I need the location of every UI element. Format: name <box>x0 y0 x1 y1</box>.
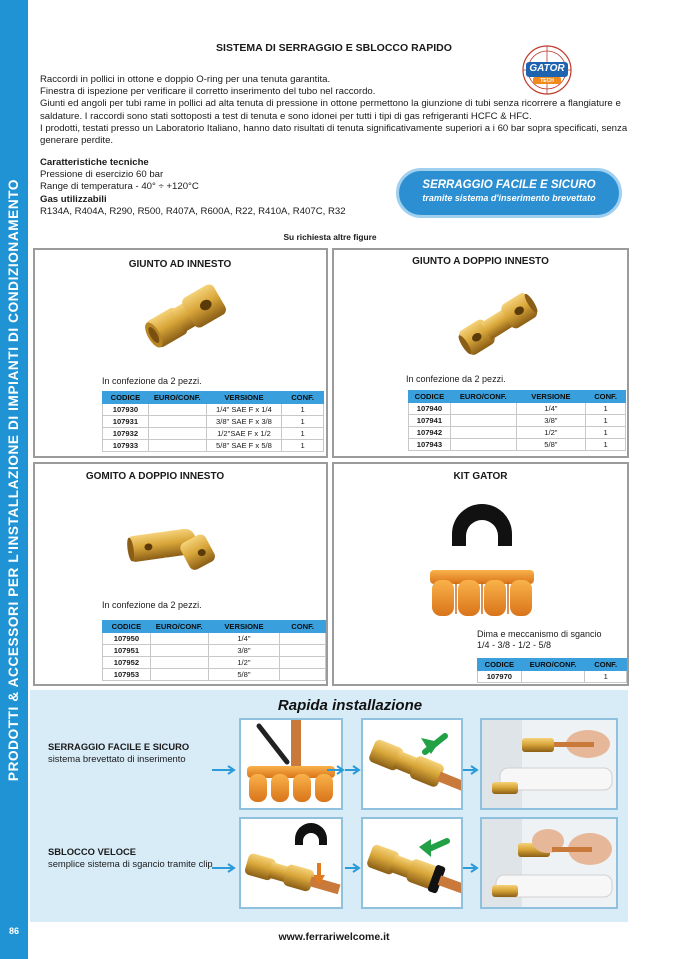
col-header: CODICE <box>103 621 151 633</box>
feature1-subtitle: sistema brevettato di inserimento <box>48 753 186 764</box>
pack-note: In confezione da 2 pezzi. <box>406 374 506 384</box>
cell-code: 107950 <box>103 633 151 645</box>
cell-conf: 1 <box>586 415 626 427</box>
col-header: VERSIONE <box>208 621 280 633</box>
cell-euro <box>450 403 516 415</box>
giunto-innesto-image <box>139 284 231 350</box>
table-row <box>409 439 626 451</box>
cell-version: 1/2"SAE F x 1/2 <box>206 428 282 440</box>
cell-version: 1/4" <box>208 633 280 645</box>
cell-euro <box>150 633 208 645</box>
cell-code: 107930 <box>103 404 149 416</box>
table-row <box>103 416 324 428</box>
table-row <box>103 440 324 452</box>
feature-badge <box>396 168 622 218</box>
intro-line: I prodotti, testati presso un Laboratorio Italiano, hanno dato risultati di tenuta significativamente superiori a i 60 bar sopra specificati, senza generare perdite. <box>40 122 628 147</box>
cell-code: 107941 <box>409 415 451 427</box>
product-table <box>477 658 627 683</box>
product-box-giunto-doppio <box>332 248 629 458</box>
cell-version: 1/2" <box>208 657 280 669</box>
intro-line: Finestra di ispezione per verificare il corretto inserimento del tubo nel raccordo. <box>40 86 376 98</box>
cell-conf: 1 <box>586 439 626 451</box>
col-header: EURO/CONF. <box>521 659 585 671</box>
cell-conf: 1 <box>282 428 324 440</box>
arrow-right-icon <box>463 765 481 775</box>
badge-line2: tramite sistema d'inserimento brevettato <box>422 193 596 203</box>
cell-code: 107940 <box>409 403 451 415</box>
table-row <box>103 669 326 681</box>
cell-version: 3/8" SAE F x 3/8 <box>206 416 282 428</box>
arrow-right-icon <box>345 863 363 873</box>
intro-line: Raccordi in pollici in ottone e doppio O-ring per una tenuta garantita. <box>40 74 331 85</box>
feature2-title: SBLOCCO VELOCE <box>48 846 137 857</box>
page-number: 86 <box>8 926 19 936</box>
product-title: GIUNTO A DOPPIO INNESTO <box>412 256 549 267</box>
cell-code: 107933 <box>103 440 149 452</box>
release-clip-image <box>446 500 518 556</box>
col-header: CONF. <box>586 391 626 403</box>
cell-code: 107953 <box>103 669 151 681</box>
feature2-subtitle: semplice sistema di sgancio tramite clip <box>48 858 213 869</box>
cell-conf <box>280 633 326 645</box>
col-header: EURO/CONF. <box>148 392 206 404</box>
step-photo-release <box>361 817 463 909</box>
cell-version: 3/8" <box>208 645 280 657</box>
cell-code: 107951 <box>103 645 151 657</box>
cell-conf <box>280 657 326 669</box>
cell-version: 1/4" SAE F x 1/4 <box>206 404 282 416</box>
cell-euro <box>450 427 516 439</box>
cell-version: 3/8" <box>516 415 586 427</box>
logo-sub: TECH <box>540 77 554 84</box>
cell-code: 107932 <box>103 428 149 440</box>
table-row <box>409 427 626 439</box>
cell-code: 107943 <box>409 439 451 451</box>
product-title: KIT GATOR <box>453 471 508 482</box>
cell-conf <box>280 669 326 681</box>
specs-gas-list: R134A, R404A, R290, R500, R407A, R600A, R22, R410A, R407C, R32 <box>40 205 346 217</box>
cell-code: 107942 <box>409 427 451 439</box>
table-row <box>478 671 627 683</box>
col-header: VERSIONE <box>206 392 282 404</box>
cell-conf: 1 <box>586 427 626 439</box>
cell-code: 107931 <box>103 416 149 428</box>
step-photo-unit <box>480 718 618 810</box>
kit-description-line: Dima e meccanismo di sgancio <box>477 629 602 639</box>
pack-note: In confezione da 2 pezzi. <box>102 376 202 386</box>
cell-code: 107970 <box>478 671 522 683</box>
arrow-right-icon <box>212 863 238 873</box>
product-box-gomito <box>33 462 328 686</box>
badge-line1: SERRAGGIO FACILE E SICURO <box>422 179 596 191</box>
col-header: EURO/CONF. <box>150 621 208 633</box>
table-row <box>409 415 626 427</box>
table-row <box>103 657 326 669</box>
cell-euro <box>148 428 206 440</box>
specs-pressure: Pressione di esercizio 60 bar <box>40 169 164 181</box>
kit-description-line: 1/4 - 3/8 - 1/2 - 5/8 <box>477 640 552 650</box>
cell-version: 1/4" <box>516 403 586 415</box>
product-title: GOMITO A DOPPIO INNESTO <box>85 471 225 482</box>
cell-euro <box>450 439 516 451</box>
specs-temperature: Range di temperatura - 40° ÷ +120°C <box>40 181 199 193</box>
product-table <box>408 390 626 451</box>
arrow-right-icon <box>463 863 481 873</box>
cell-code: 107952 <box>103 657 151 669</box>
arrow-right-icon <box>345 765 363 775</box>
side-category-text: PRODOTTI & ACCESSORI PER L'INSTALLAZIONE DI IMPIANTI DI CONDIZIONAMENTO <box>6 178 21 782</box>
col-header: CODICE <box>103 392 149 404</box>
cell-version: 5/8" <box>516 439 586 451</box>
cell-conf: 1 <box>586 403 626 415</box>
page-title: SISTEMA DI SERRAGGIO E SBLOCCO RAPIDO <box>216 42 452 54</box>
pack-note: In confezione da 2 pezzi. <box>102 600 202 610</box>
product-box-kit-gator <box>332 462 629 686</box>
cell-version: 1/2" <box>516 427 586 439</box>
arrow-right-icon <box>327 765 347 775</box>
product-box-giunto-innesto <box>33 248 328 458</box>
cell-conf: 1 <box>282 440 324 452</box>
intro-line: Giunti ed angoli per tubi rame in pollici ad alta tenuta di pressione in ottone permettono la giunzione di tubi senza ricorrere a flangiature e saldature. I raccordi sono stati sottoposti a test di tenuta e sono idonei per tutti i tipi di gas refrigeranti HCFC & HFC. <box>40 98 621 122</box>
technical-specs <box>40 157 370 218</box>
on-request-note: Su richiesta altre figure <box>283 232 377 242</box>
cell-conf <box>280 645 326 657</box>
gomito-image <box>125 516 229 582</box>
table-row <box>103 633 326 645</box>
cell-euro <box>148 404 206 416</box>
cell-conf: 1 <box>585 671 627 683</box>
side-category-band <box>0 0 28 959</box>
cell-euro <box>521 671 585 683</box>
table-row <box>409 403 626 415</box>
feature1-title: SERRAGGIO FACILE E SICURO <box>48 741 190 752</box>
specs-gas-heading: Gas utilizzabili <box>40 193 107 205</box>
table-row <box>103 404 324 416</box>
specs-heading: Caratteristiche tecniche <box>40 157 149 168</box>
footer-website-link[interactable]: www.ferrariwelcome.it <box>278 931 390 943</box>
col-header: CODICE <box>409 391 451 403</box>
cell-version: 5/8" <box>208 669 280 681</box>
product-title: GIUNTO AD INNESTO <box>128 259 232 270</box>
giunto-doppio-image <box>456 284 540 364</box>
cell-version: 5/8" SAE F x 5/8 <box>206 440 282 452</box>
arrow-right-icon <box>212 765 238 775</box>
step-photo-gauge <box>239 718 343 810</box>
cell-euro <box>148 416 206 428</box>
cell-euro <box>150 645 208 657</box>
product-table <box>102 391 324 452</box>
col-header: CONF. <box>282 392 324 404</box>
insertion-gauge-image <box>428 564 538 620</box>
col-header: VERSIONE <box>516 391 586 403</box>
step-photo-insert <box>361 718 463 810</box>
kit-description <box>477 629 602 651</box>
logo-name: GATOR <box>529 63 565 74</box>
col-header: EURO/CONF. <box>450 391 516 403</box>
table-row <box>103 428 324 440</box>
col-header: CONF. <box>280 621 326 633</box>
col-header: CODICE <box>478 659 522 671</box>
cell-euro <box>450 415 516 427</box>
cell-euro <box>150 669 208 681</box>
step-photo-clip <box>239 817 343 909</box>
col-header: CONF. <box>585 659 627 671</box>
cell-conf: 1 <box>282 404 324 416</box>
cell-euro <box>150 657 208 669</box>
step-photo-hands <box>480 817 618 909</box>
intro-text <box>40 74 630 147</box>
cell-euro <box>148 440 206 452</box>
table-row <box>103 645 326 657</box>
product-table <box>102 620 326 681</box>
installation-title: Rapida installazione <box>277 697 423 714</box>
cell-conf: 1 <box>282 416 324 428</box>
